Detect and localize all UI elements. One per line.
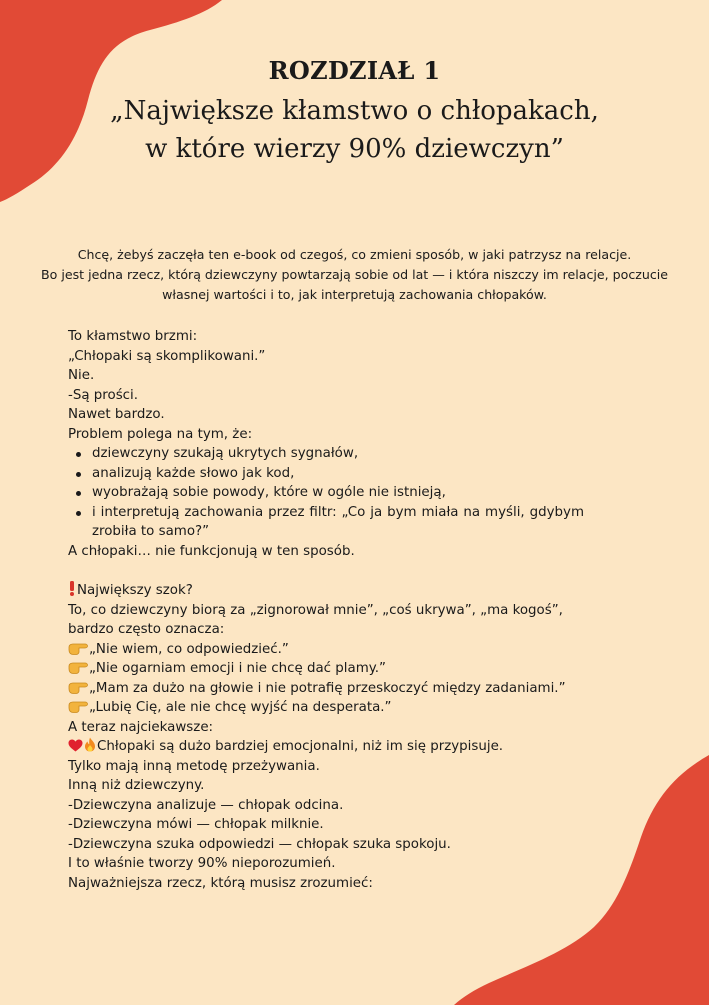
lie-section	[68, 327, 584, 561]
title-line-1: „Największe kłamstwo o chłopakach,	[110, 96, 599, 126]
text-line: -Dziewczyna analizuje — chłopak odcina.	[68, 797, 344, 813]
emotional-line: Chłopaki są dużo bardziej emocjonalni, niż im się przypisuje.	[68, 737, 584, 757]
text-line: To kłamstwo brzmi:	[68, 329, 198, 344]
intro-line: Chcę, żebyś zaczęła ten e-book od czegoś, co zmieni sposób, w jaki patrzysz na relacje.	[77, 247, 632, 262]
text-line: I to właśnie tworzy 90% nieporozumień.	[68, 856, 336, 871]
bullet-list	[68, 444, 584, 542]
text-line: Tylko mają inną metodę przeżywania.	[68, 758, 320, 774]
list-item: dziewczyny szukają ukrytych sygnałów,	[68, 444, 584, 464]
text-line: Nie.	[68, 368, 95, 383]
list-item: wyobrażają sobie powody, które w ogóle nie istnieją,	[68, 483, 584, 503]
text-line: -Dziewczyna szuka odpowiedzi — chłopak szuka spokoju.	[68, 836, 451, 852]
pointing-hand-icon	[68, 640, 88, 655]
chapter-heading: ROZDZIAŁ 1	[268, 56, 441, 85]
intro-paragraph	[20, 245, 689, 305]
pointing-hand-icon	[68, 698, 88, 713]
list-item: analizują każde słowo jak kod,	[68, 464, 584, 484]
text-line: Nawet bardzo.	[68, 407, 165, 422]
pointing-hand-icon	[68, 679, 88, 694]
text-line: bardzo często oznacza:	[68, 622, 225, 637]
intro-line: własnej wartości i to, jak interpretują zachowania chłopaków.	[162, 287, 547, 302]
pointing-line: „Nie wiem, co odpowiedzieć.”	[68, 640, 584, 660]
text-line: To, co dziewczyny biorą za „zignorował mnie”, „coś ukrywa”, „ma kogoś”,	[68, 602, 563, 618]
text-line: Najważniejsza rzecz, którą musisz zrozumieć:	[68, 875, 373, 891]
text-line: A teraz najciekawsze:	[68, 719, 214, 735]
fire-icon	[84, 737, 96, 752]
pointing-line: „Nie ogarniam emocji i nie chcę dać plamy.”	[68, 659, 584, 679]
text-line: -Dziewczyna mówi — chłopak milknie.	[68, 817, 324, 832]
pointing-line: „Lubię Cię, ale nie chcę wyjść na desperata.”	[68, 698, 584, 718]
shock-heading-text: Największy szok?	[77, 583, 193, 598]
text-line: A chłopaki… nie funkcjonują w ten sposób.	[68, 543, 355, 559]
heart-icon	[68, 739, 83, 752]
pointing-line: „Mam za dużo na głowie i nie potrafię przeskoczyć między zadaniami.”	[68, 679, 584, 699]
text-line: Problem polega na tym, że:	[68, 426, 253, 442]
chapter-title	[0, 92, 709, 168]
text-line: „Chłopaki są skomplikowani.”	[68, 348, 266, 364]
shock-heading	[68, 581, 584, 601]
exclamation-icon	[68, 581, 76, 596]
title-line-2: w które wierzy 90% dziewczyn”	[145, 134, 564, 164]
intro-line: Bo jest jedna rzecz, którą dziewczyny powtarzają sobie od lat — i która niszczy im relacje, poczucie	[40, 267, 669, 282]
list-item: i interpretują zachowania przez filtr: „Co ja bym miała na myśli, gdybym zrobiła to samo?”	[68, 503, 584, 542]
pointing-hand-icon	[68, 659, 88, 674]
text-line: -Są prości.	[68, 387, 139, 403]
text-line: Inną niż dziewczyny.	[68, 778, 205, 793]
shock-section	[68, 581, 584, 893]
